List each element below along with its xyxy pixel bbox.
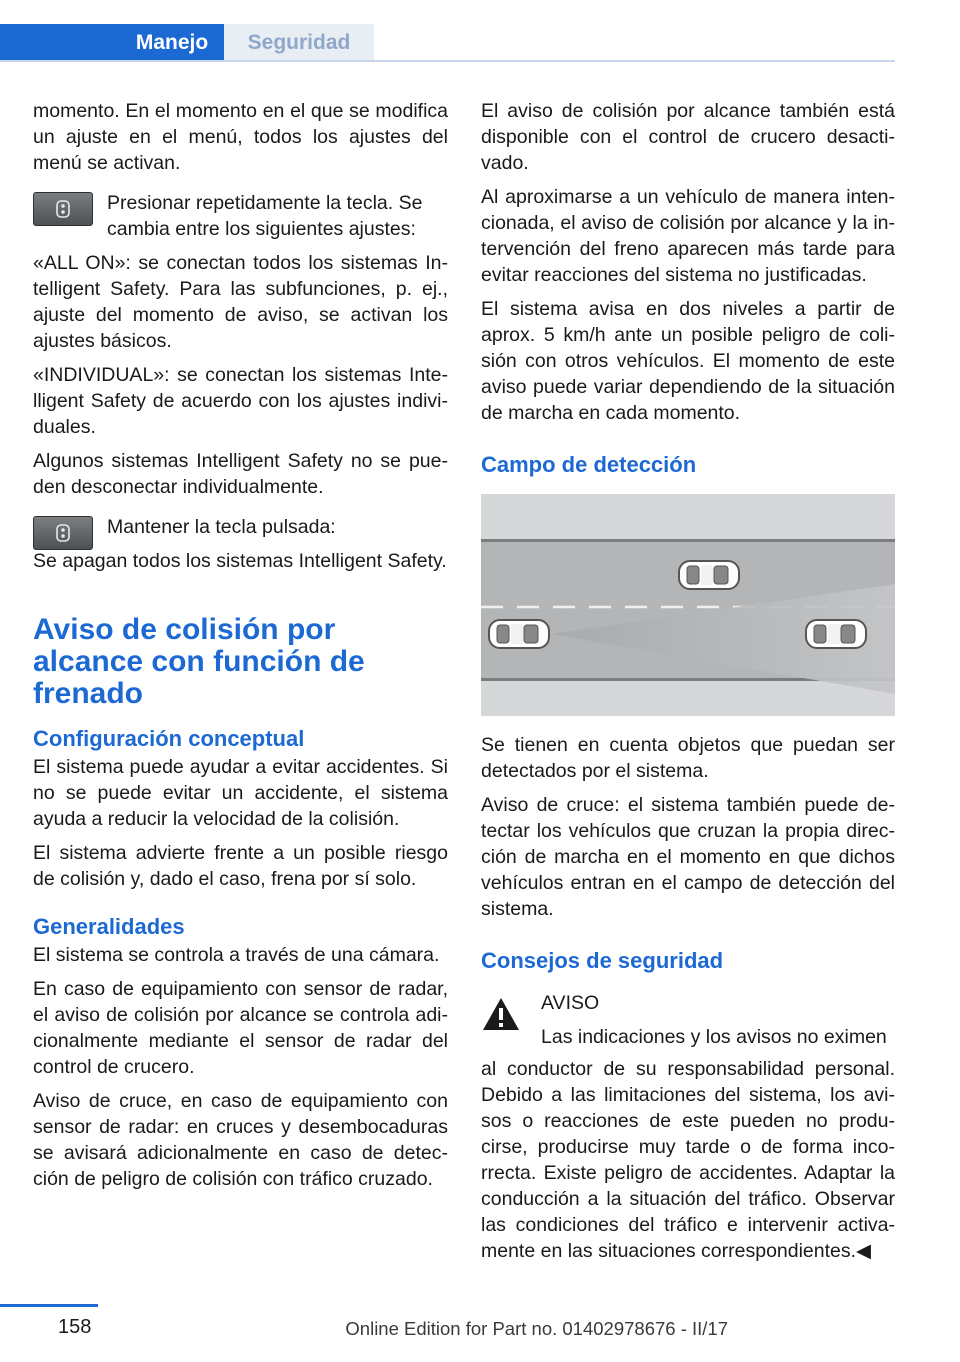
- section-title: Aviso de colisión por alcance con función de frenado: [33, 613, 365, 710]
- header-tabbar: [0, 0, 960, 62]
- paragraph: Aviso de cruce, en caso de equipamiento con sensor de radar: en cruces y desembocaduras se avisará adicionalmente en caso de detección de peligro de colisión con tráfico cruzado.: [33, 1090, 448, 1190]
- warning-title: AVISO: [541, 992, 600, 1014]
- driver-assist-button-icon: [33, 192, 93, 226]
- header-blue-block: [0, 24, 120, 62]
- paragraph: «INDIVIDUAL»: se conectan los sistemas Intelligent Safety de acuerdo con los ajustes individuales.: [33, 364, 448, 438]
- warning-text: Las indicaciones y los avisos no eximen: [541, 1026, 887, 1048]
- paragraph: En caso de equipamiento con sensor de radar, el aviso de colisión por alcance se controla adicionalmente mediante el sensor de radar del control de crucero.: [33, 978, 448, 1078]
- driver-assist-button-icon: [33, 516, 93, 550]
- page-number: 158: [58, 1316, 92, 1338]
- subsection-title: Configuración conceptual: [33, 726, 305, 751]
- left-column: [33, 98, 448, 1200]
- paragraph: El sistema se controla a través de una cámara.: [33, 944, 440, 966]
- subsection-title: Consejos de seguridad: [481, 948, 724, 973]
- paragraph: Al aproximarse a un vehículo de manera intencionada, el aviso de colisión por alcance y la intervención del freno aparecen más tarde para evitar reacciones del sistema no justificadas.: [481, 186, 895, 286]
- paragraph: Se tienen en cuenta objetos que puedan ser detectados por el sistema.: [481, 734, 895, 782]
- header-divider: [0, 60, 895, 62]
- tab-manejo[interactable]: Manejo: [120, 24, 224, 62]
- instruction-text: Mantener la tecla pulsada:: [107, 516, 336, 538]
- paragraph: El sistema avisa en dos niveles a partir de aprox. 5 km/h ante un posible peligro de colisión con otros vehículos. El momento de este aviso puede variar dependiendo de la situación de marcha en cada momento.: [481, 298, 895, 424]
- paragraph: «ALL ON»: se conectan todos los sistemas Intelligent Safety. Para las subfunciones, p. ej., ajuste del momento de aviso, se activan los ajustes básicos.: [33, 252, 448, 352]
- subsection-title: Campo de detección: [481, 452, 697, 477]
- warning-text: al conductor de su responsabilidad personal. Debido a las limitaciones del sistema, los avisos o reacciones de este pueden no producirse, producirse muy tarde o de forma incorrecta. Existe peligro de accidentes. Adaptar la conducción a la situación del tráfico. Observar las condiciones del tráfico e intervenir activamente en las situaciones correspondientes.◀: [481, 1058, 895, 1262]
- paragraph: El sistema advierte frente a un posible riesgo de colisión y, dado el caso, frena por sí solo.: [33, 842, 448, 890]
- subsection-title: Generalidades: [33, 914, 185, 939]
- edition-note: Online Edition for Part no. 01402978676 - II/17: [345, 1318, 728, 1339]
- warning-block: [481, 990, 895, 1058]
- paragraph: Algunos sistemas Intelligent Safety no se pueden desconectar individualmente.: [33, 450, 448, 498]
- tab-seguridad[interactable]: Seguridad: [224, 24, 374, 62]
- paragraph: El sistema puede ayudar a evitar accidentes. Si no se puede evitar un accidente, el sistema ayuda a reducir la velocidad de la colisión.: [33, 756, 448, 830]
- right-column: [481, 98, 895, 1272]
- icon-instruction: [33, 514, 448, 550]
- icon-instruction: [33, 190, 448, 250]
- footer-accent-line: [0, 1304, 98, 1307]
- warning-triangle-icon: [481, 996, 521, 1032]
- paragraph: El aviso de colisión por alcance también está disponible con el control de crucero desactivado.: [481, 100, 895, 174]
- paragraph: momento. En el momento en el que se modifica un ajuste en el menú, todos los ajustes del menú se activan.: [33, 100, 448, 174]
- paragraph: Aviso de cruce: el sistema también puede detectar los vehículos que cruzan la propia dirección de marcha en el momento en que dichos vehículos entran en el campo de detección del sistema.: [481, 794, 895, 920]
- detection-field-illustration: [481, 494, 895, 716]
- instruction-text: Presionar repetidamente la tecla. Se cambia entre los siguientes ajustes:: [107, 192, 423, 240]
- instruction-text: Se apagan todos los sistemas Intelligent Safety.: [33, 550, 447, 572]
